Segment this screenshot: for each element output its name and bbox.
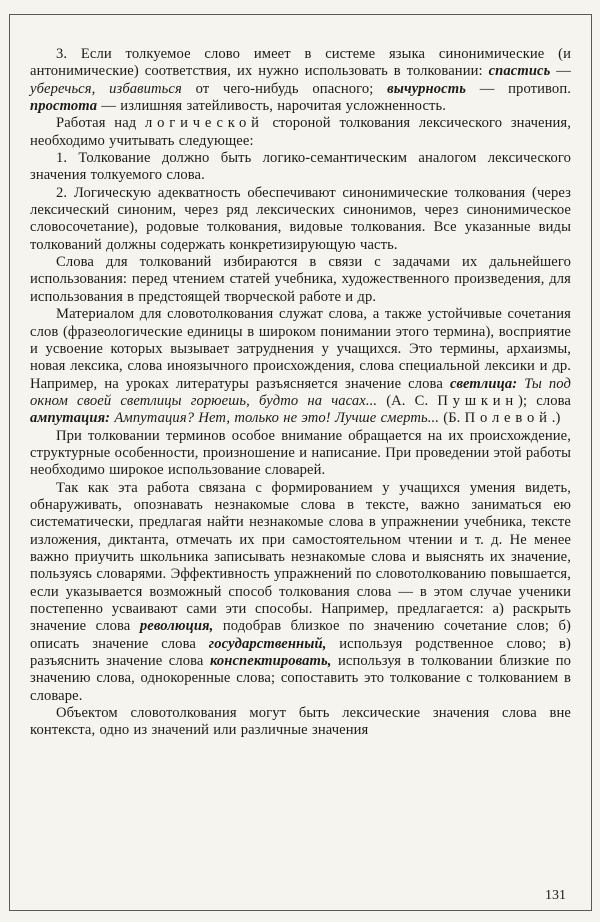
text-segment: Объектом словотолкования могут быть лексические значения слова вне контекста, одно из значений или различные значения <box>30 705 571 739</box>
text-segment: Пушкин <box>437 392 519 409</box>
paragraph <box>30 428 571 480</box>
text-segment: конспектировать, <box>209 653 332 670</box>
text-segment: (А. С. <box>377 392 438 409</box>
text-segment: Слова для толкований избираются в связи с задачами их дальнейшего использования: перед чтением статей учебника, художественного произведения, для использования в предстоящей творческой работе и др. <box>30 254 571 305</box>
text-segment: стороной толкования лексического значения, необходимо учитывать следующее: <box>30 115 571 149</box>
paragraph <box>30 480 571 705</box>
text-segment: — излишняя затейливость, нарочитая усложненность. <box>97 98 446 115</box>
text-segment: вычурность <box>387 80 466 97</box>
text-segment: Материалом для словотолкования служат слова, а также устойчивые сочетания слов (фразеологические единицы в широком понимании этого термина), восприятие и усвоение которых вызывает затруднения у учащихся. Это термины, архаизмы, новая лексика, слова иноязычного происхождения, слова специальной лексики и др. Например, на уроках литературы разъясняется значение слова <box>30 306 571 392</box>
text-segment: Полевой <box>464 410 552 427</box>
paragraph <box>30 185 571 254</box>
text-segment: логической <box>145 115 264 132</box>
text-segment: 2. Логическую адекватность обеспечивают синонимические толкования (через лексический синоним, через ряд лексических синонимов, через синонимическое словосочетание), родовые толкования, видовые толкования. Все указанные виды толкований должны содержать конкретизирующую часть. <box>30 184 571 253</box>
text-segment: государственный, <box>208 635 327 652</box>
paragraph <box>30 46 571 115</box>
paragraph <box>30 254 571 306</box>
text-segment: — противоп. <box>465 80 571 97</box>
text-segment: (Б. <box>438 410 465 427</box>
text-segment: 3. Если толкуемое слово имеет в системе языка синонимические (и антонимические) соответствия, их нужно использовать в толковании: <box>30 46 571 80</box>
text-segment: от чего-нибудь опасного; <box>181 80 388 97</box>
text-segment: светлица: <box>449 375 518 392</box>
paragraph <box>30 306 571 427</box>
text-segment: Работая над <box>56 115 146 132</box>
paragraph <box>30 115 571 150</box>
text-segment: .) <box>551 410 561 427</box>
text-segment: ампутация: <box>30 410 111 427</box>
text-segment: используя родственное слово; в) разъяснить значение слова <box>30 635 571 670</box>
text-segment: революция, <box>139 618 214 635</box>
paragraph <box>30 150 571 185</box>
text-segment: спастись <box>488 63 551 80</box>
text-segment: — <box>550 63 572 80</box>
text-segment: Ампутация? Нет, только не это! Лучше смерть... <box>110 410 439 427</box>
text-segment: используя в толковании близкие по значению слова, однокоренные слова; сопоставить это толкование с толкованием в словаре. <box>30 653 571 704</box>
page-body <box>30 46 571 740</box>
text-segment: уберечься, избавиться <box>30 80 182 97</box>
text-segment: Ты под окном своей светлицы горюешь, будто на часах... <box>30 375 571 409</box>
text-segment: простота <box>30 98 98 115</box>
text-segment: Так как эта работа связана с формированием у учащихся умения видеть, обнаруживать, опознавать незнакомые слова в тексте, важно заниматься ею систематически, предлагая найти незнакомые слова в упражнении учебника, тексте изложения, диктанта, отмечать их при самостоятельном чтении и т. д. Не менее важно приучить школьника записывать незнакомые слова и выяснять их значение, пользуясь словарями. Эффективность упражнений по словотолкованию повышается, если указывается возможный способ толкования слова — в этом случае ученики постепенно усваивают сами эти способы. Например, предлагается: а) раскрыть значение слова <box>30 479 571 635</box>
paragraph <box>30 705 571 740</box>
text-segment: При толковании терминов особое внимание обращается на их происхождение, структурные особенности, произношение и написание. При проведении этой работы необходимо широкое использование словарей. <box>30 427 571 479</box>
text-segment: 1. Толкование должно быть логико-семантическим аналогом лексического значения толкуемого слова. <box>30 150 571 184</box>
text-segment: подобрав близкое по значению сочетание слов; б) описать значение слова <box>30 618 571 652</box>
page-number: 131 <box>545 888 566 903</box>
text-segment: ); слова <box>518 392 571 409</box>
